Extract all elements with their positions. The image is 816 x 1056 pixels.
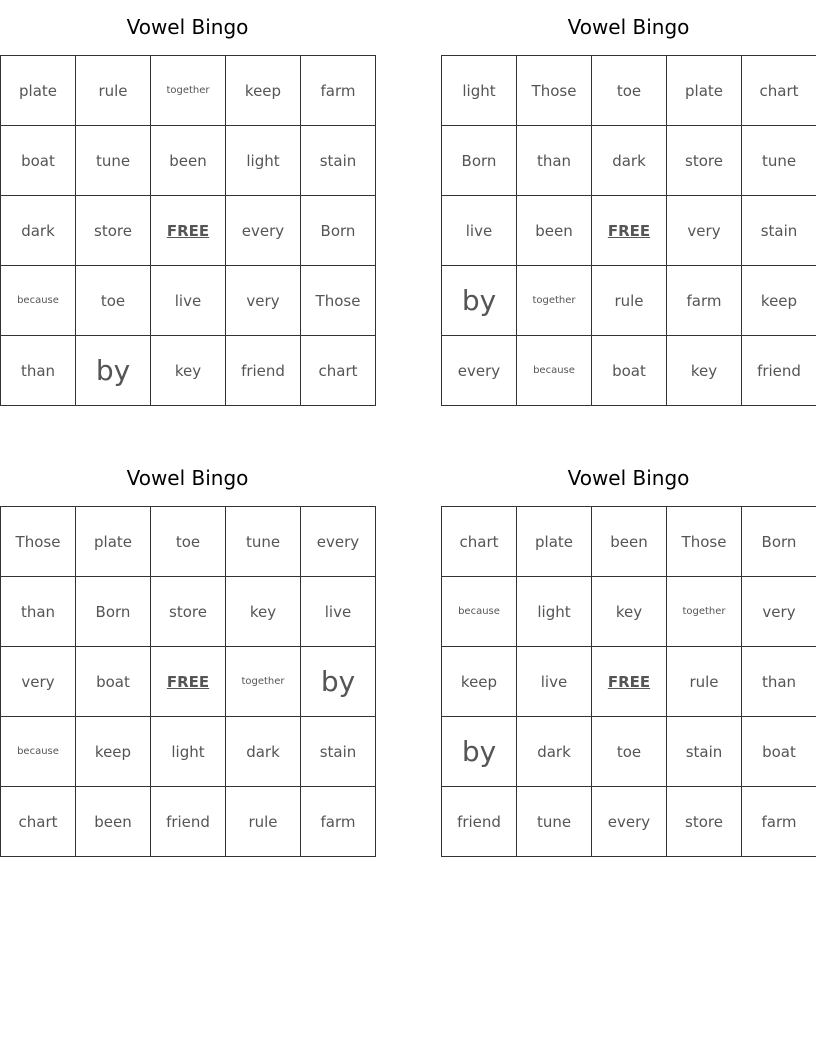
bingo-cell: by <box>442 717 517 787</box>
grid-row <box>1 196 376 266</box>
grid-row <box>442 266 816 336</box>
bingo-cell: farm <box>301 56 376 126</box>
bingo-cell: boat <box>742 717 816 787</box>
grid-row <box>442 717 816 787</box>
grid-row <box>442 336 816 406</box>
bingo-cell: dark <box>517 717 592 787</box>
bingo-cell: keep <box>226 56 301 126</box>
bingo-cell: by <box>76 336 151 406</box>
bingo-cell: very <box>226 266 301 336</box>
bingo-cell: store <box>151 577 226 647</box>
bingo-cell: live <box>442 196 517 266</box>
bingo-cell: Born <box>301 196 376 266</box>
bingo-cell: stain <box>667 717 742 787</box>
grid-row <box>1 56 376 126</box>
bingo-cell: than <box>517 126 592 196</box>
bingo-cell: farm <box>667 266 742 336</box>
free-cell: FREE <box>151 196 226 266</box>
bingo-cell: Born <box>742 507 816 577</box>
grid-row <box>1 266 376 336</box>
card-title: Vowel Bingo <box>567 466 690 490</box>
bingo-card-3 <box>0 451 375 857</box>
bingo-cell: store <box>667 126 742 196</box>
bingo-cell: been <box>76 787 151 857</box>
grid-row <box>442 56 816 126</box>
bingo-cell: very <box>1 647 76 717</box>
bingo-cell: together <box>226 647 301 717</box>
grid-row <box>442 126 816 196</box>
bingo-cell: keep <box>442 647 517 717</box>
bingo-cell: light <box>226 126 301 196</box>
bingo-cell: dark <box>1 196 76 266</box>
bingo-cell: plate <box>76 507 151 577</box>
bingo-cell: every <box>226 196 301 266</box>
bingo-cell: than <box>742 647 816 717</box>
bingo-cell: toe <box>592 717 667 787</box>
bingo-card-4 <box>441 451 816 857</box>
bingo-cell: than <box>1 577 76 647</box>
bingo-cell: plate <box>667 56 742 126</box>
bingo-cell: chart <box>301 336 376 406</box>
bingo-cell: plate <box>1 56 76 126</box>
bingo-cell: Those <box>667 507 742 577</box>
bingo-cell: live <box>301 577 376 647</box>
bingo-cell: farm <box>301 787 376 857</box>
bingo-cell: rule <box>76 56 151 126</box>
bingo-cell: key <box>151 336 226 406</box>
bingo-cell: very <box>667 196 742 266</box>
bingo-cell: boat <box>76 647 151 717</box>
bingo-cell: every <box>301 507 376 577</box>
bingo-cell: tune <box>76 126 151 196</box>
bingo-cell: chart <box>442 507 517 577</box>
bingo-cell: stain <box>301 717 376 787</box>
bingo-cell: together <box>151 56 226 126</box>
bingo-grid <box>0 506 376 857</box>
bingo-cell: been <box>592 507 667 577</box>
bingo-cell: rule <box>592 266 667 336</box>
bingo-cell: live <box>151 266 226 336</box>
bingo-cell: live <box>517 647 592 717</box>
free-cell: FREE <box>151 647 226 717</box>
grid-row <box>442 196 816 266</box>
bingo-cell: by <box>442 266 517 336</box>
grid-row <box>1 577 376 647</box>
grid-row <box>1 336 376 406</box>
bingo-cell: chart <box>742 56 816 126</box>
grid-row <box>442 507 816 577</box>
bingo-cell: than <box>1 336 76 406</box>
bingo-cell: light <box>442 56 517 126</box>
free-cell: FREE <box>592 647 667 717</box>
bingo-cell: because <box>1 717 76 787</box>
grid-row <box>442 787 816 857</box>
bingo-cell: chart <box>1 787 76 857</box>
bingo-cell: tune <box>226 507 301 577</box>
bingo-cell: because <box>1 266 76 336</box>
grid-row <box>1 717 376 787</box>
bingo-cell: by <box>301 647 376 717</box>
card-title: Vowel Bingo <box>126 466 249 490</box>
bingo-cell: together <box>667 577 742 647</box>
bingo-cell: store <box>667 787 742 857</box>
bingo-cell: very <box>742 577 816 647</box>
bingo-cell: key <box>667 336 742 406</box>
bingo-cell: dark <box>592 126 667 196</box>
bingo-cell: toe <box>76 266 151 336</box>
bingo-cell: rule <box>226 787 301 857</box>
bingo-cell: boat <box>592 336 667 406</box>
bingo-cell: key <box>226 577 301 647</box>
bingo-cell: plate <box>517 507 592 577</box>
bingo-cell: tune <box>742 126 816 196</box>
bingo-cell: every <box>442 336 517 406</box>
grid-row <box>442 647 816 717</box>
bingo-cell: friend <box>742 336 816 406</box>
bingo-cell: because <box>442 577 517 647</box>
bingo-cell: farm <box>742 787 816 857</box>
bingo-card-2 <box>441 0 816 406</box>
bingo-cell: key <box>592 577 667 647</box>
bingo-cell: been <box>151 126 226 196</box>
bingo-cell: store <box>76 196 151 266</box>
bingo-grid <box>0 55 376 406</box>
bingo-grid <box>441 506 816 857</box>
bingo-cell: friend <box>151 787 226 857</box>
bingo-cell: Born <box>76 577 151 647</box>
bingo-cell: dark <box>226 717 301 787</box>
bingo-cell: been <box>517 196 592 266</box>
bingo-cell: because <box>517 336 592 406</box>
bingo-cell: boat <box>1 126 76 196</box>
bingo-cell: Those <box>517 56 592 126</box>
bingo-cell: stain <box>742 196 816 266</box>
grid-row <box>1 126 376 196</box>
bingo-cell: tune <box>517 787 592 857</box>
bingo-cell: Those <box>1 507 76 577</box>
bingo-cell: Those <box>301 266 376 336</box>
bingo-cell: toe <box>151 507 226 577</box>
bingo-cell: keep <box>76 717 151 787</box>
grid-row <box>1 507 376 577</box>
bingo-cell: friend <box>442 787 517 857</box>
bingo-cell: light <box>517 577 592 647</box>
bingo-cell: toe <box>592 56 667 126</box>
grid-row <box>1 787 376 857</box>
bingo-cell: keep <box>742 266 816 336</box>
card-title: Vowel Bingo <box>567 15 690 39</box>
bingo-card-1 <box>0 0 375 406</box>
bingo-grid <box>441 55 816 406</box>
bingo-cell: rule <box>667 647 742 717</box>
bingo-cell: friend <box>226 336 301 406</box>
grid-row <box>442 577 816 647</box>
grid-row <box>1 647 376 717</box>
bingo-cell: together <box>517 266 592 336</box>
bingo-cell: stain <box>301 126 376 196</box>
bingo-cell: Born <box>442 126 517 196</box>
card-title: Vowel Bingo <box>126 15 249 39</box>
free-cell: FREE <box>592 196 667 266</box>
bingo-cell: light <box>151 717 226 787</box>
bingo-cell: every <box>592 787 667 857</box>
